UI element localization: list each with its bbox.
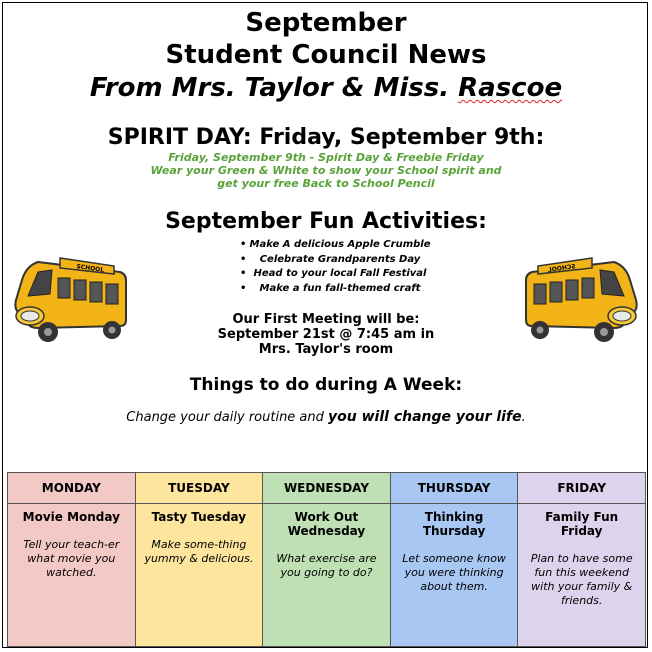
- activities-heading: September Fun Activities:: [165, 209, 487, 234]
- day-header-wednesday: WEDNESDAY: [263, 473, 391, 504]
- list-item: • Head to your local Fall Festival: [230, 267, 450, 282]
- day-header-tuesday: TUESDAY: [135, 473, 263, 504]
- day-cell-tuesday: Tasty Tuesday Make some-thing yummy & delicious.: [135, 504, 263, 647]
- day-header-thursday: THURSDAY: [390, 473, 518, 504]
- day-cell-friday: Family Fun Friday Plan to have some fun this weekend with your family & friends.: [518, 504, 646, 647]
- title-newsletter: Student Council News: [165, 40, 487, 70]
- week-tagline: Change your daily routine and you will change your life.: [126, 409, 526, 425]
- title-month: September: [245, 8, 407, 38]
- day-cell-wednesday: Work Out Wednesday What exercise are you going to do?: [263, 504, 391, 647]
- day-cell-monday: Movie Monday Tell your teach-er what movie you watched.: [8, 504, 136, 647]
- table-header-row: [8, 473, 646, 504]
- week-heading: Things to do during A Week:: [189, 375, 463, 395]
- list-item: • Celebrate Grandparents Day: [230, 253, 450, 268]
- bus-sign-left: SCHOOL: [75, 263, 105, 274]
- list-item: • Make a fun fall-themed craft: [230, 282, 450, 297]
- table-row: [8, 504, 646, 647]
- bus-sign-right: SCHOOL: [547, 263, 577, 274]
- day-cell-thursday: Thinking Thursday Let someone know you were thinking about them.: [390, 504, 518, 647]
- meeting-info: Our First Meeting will be: September 21st @ 7:45 am in Mrs. Taylor's room: [217, 312, 435, 357]
- spirit-day-details: Friday, September 9th - Spirit Day & Freebie Friday Wear your Green & White to show your School spirit and get your free Back to School Pencil: [150, 151, 502, 190]
- day-header-monday: MONDAY: [8, 473, 136, 504]
- spellcheck-word: Rascoe: [458, 73, 563, 103]
- spirit-day-heading: SPIRIT DAY: Friday, September 9th:: [107, 125, 545, 150]
- day-header-friday: FRIDAY: [518, 473, 646, 504]
- activities-list: [230, 238, 450, 296]
- week-schedule-table: [7, 472, 646, 647]
- title-authors: From Mrs. Taylor & Miss. Rascoe: [89, 73, 563, 103]
- list-item: • Make A delicious Apple Crumble: [230, 238, 450, 253]
